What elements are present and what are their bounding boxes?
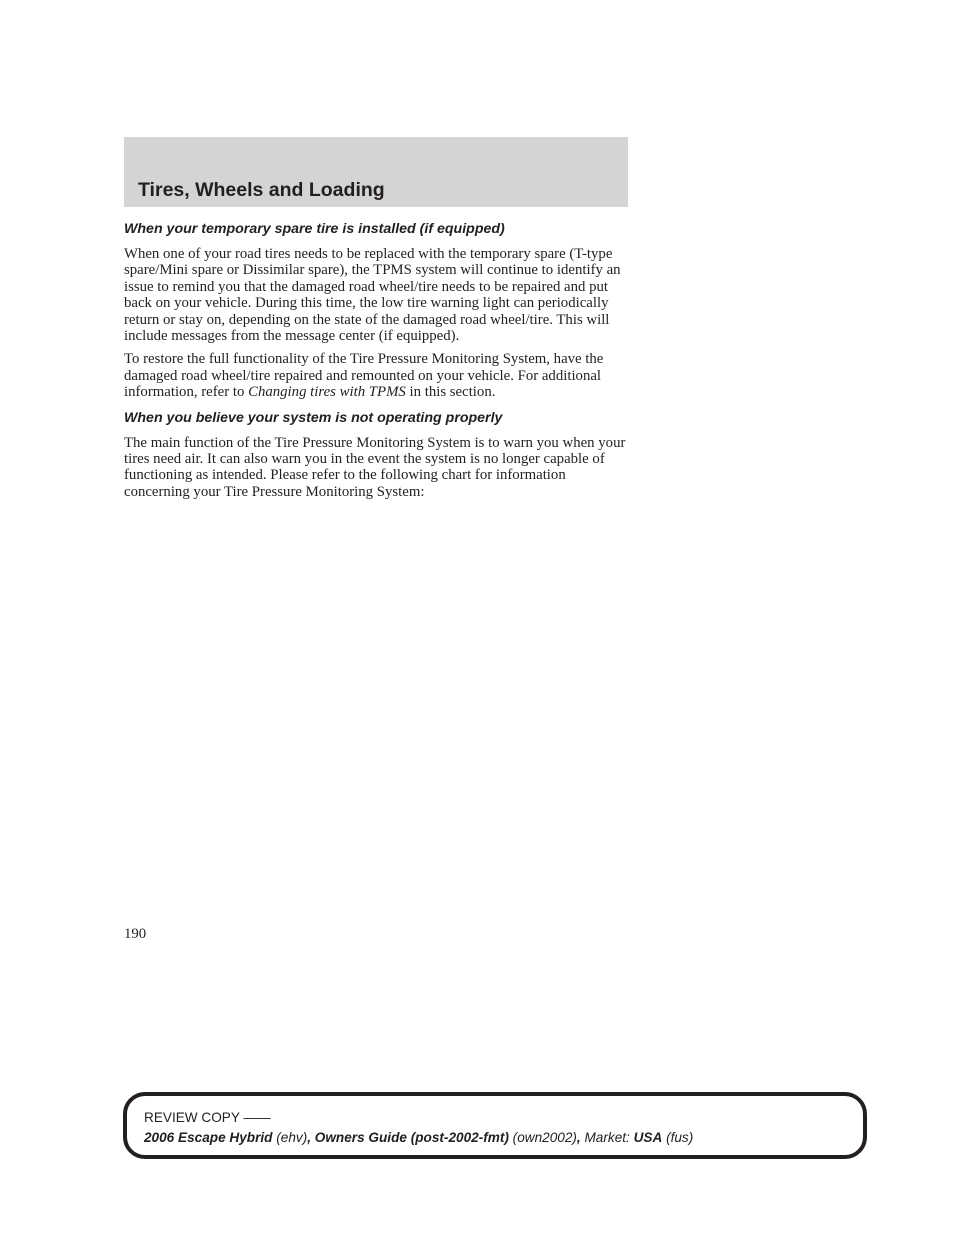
- review-copy-box: [123, 1092, 867, 1159]
- guide-code: (own2002): [508, 1130, 577, 1145]
- review-copy-label: REVIEW COPY ——: [144, 1110, 271, 1125]
- market-code: (fus): [662, 1130, 694, 1145]
- subheading-temporary-spare: When your temporary spare tire is installed (if equipped): [124, 221, 505, 237]
- document-info-line: [144, 1129, 693, 1146]
- vehicle-code: (ehv): [272, 1130, 308, 1145]
- market-name: USA: [633, 1130, 663, 1145]
- paragraph-spare-installed: When one of your road tires needs to be replaced with the temporary spare (T-type spare/Mini spare or Dissimilar spare), the TPMS system will continue to identify an issue to remind you that the damaged road wheel/tire needs to be repaired and put back on your vehicle. During this time, the low tire warning light can periodically return or stay on, depending on the state of the damaged road wheel/tire. This will include messages from the message center (if equipped).: [124, 246, 621, 345]
- guide-name: Owners Guide (post-2002-fmt): [314, 1130, 509, 1145]
- section-title: Tires, Wheels and Loading: [138, 179, 385, 201]
- cross-reference: Changing tires with TPMS: [248, 384, 406, 401]
- separator: ,: [307, 1130, 315, 1145]
- vehicle-model: 2006 Escape Hybrid: [144, 1130, 273, 1145]
- paragraph-main-function: The main function of the Tire Pressure Monitoring System is to warn you when your tires need air. It can also warn you in the event the system is no longer capable of functioning as intended. Please refer to the following chart for information concerning your Tire Pressure Monitoring System:: [124, 434, 626, 500]
- subheading-system-not-operating: When you believe your system is not operating properly: [124, 409, 503, 426]
- page-number: 190: [124, 926, 147, 942]
- paragraph-text: To restore the full functionality of the Tire Pressure Monitoring System, have the damaged road wheel/tire repaired and remounted on your vehicle. For additional information, refer to: [124, 351, 604, 401]
- separator: ,: [576, 1130, 585, 1145]
- paragraph-restore-functionality: [124, 351, 630, 400]
- page-content: [124, 219, 630, 507]
- market-label: Market:: [584, 1130, 634, 1145]
- paragraph-text: in this section.: [405, 384, 496, 401]
- section-header-band: [124, 137, 628, 207]
